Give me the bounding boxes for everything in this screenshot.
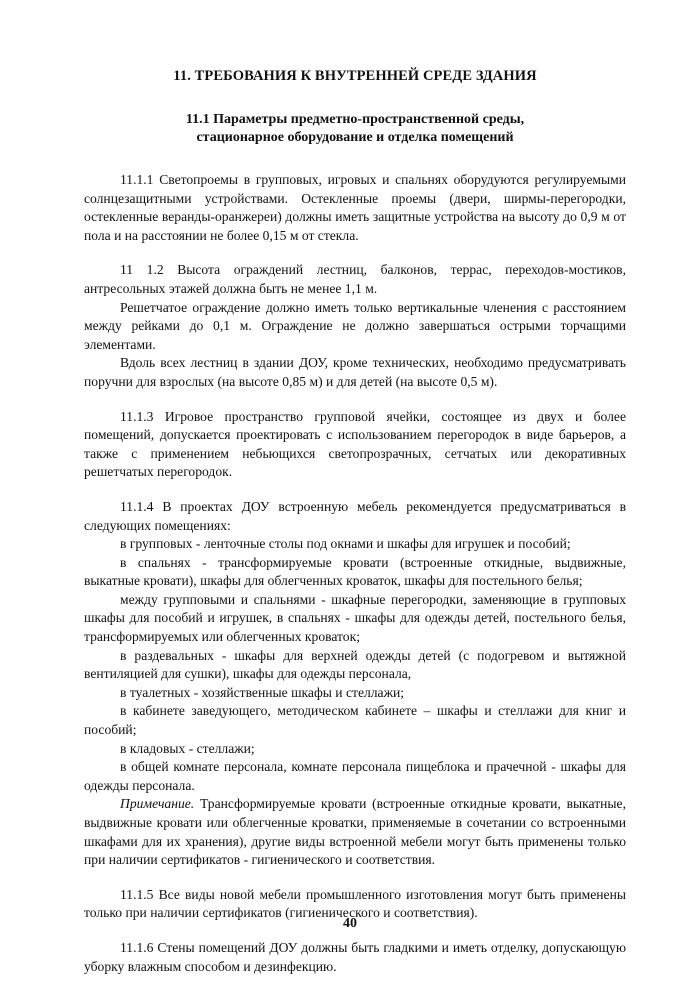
paragraph-11-1-4: 11.1.4 В проектах ДОУ встроенную мебель рекомендуется предусматриваться в следующих помещениях: — [84, 498, 626, 533]
paragraph-11-1-1: 11.1.1 Светопроемы в групповых, игровых и спальнях оборудуются регулируемыми солнцезащитными устройствами. Остекленные проемы (двери, ширмы-перегородки, остекленные веранды-оранжереи) должны иметь защитные устройства на высоту до 0,9 м от пола и на расстоянии не более 0,15 м от стекла. — [84, 172, 626, 243]
note-label: Примечание. — [120, 796, 195, 812]
section-title: 11. ТРЕБОВАНИЯ К ВНУТРЕННЕЙ СРЕДЕ ЗДАНИЯ — [173, 68, 537, 84]
subsection-title-line-2: стационарное оборудование и отделка помещений — [196, 130, 514, 145]
paragraph-11-1-6: 11.1.6 Стены помещений ДОУ должны быть гладкими и иметь отделку, допускающую уборку влажным способом и дезинфекцию. — [84, 939, 626, 974]
page-number: 40 — [343, 916, 357, 931]
list-item-bedrooms: в спальнях - трансформируемые кровати (встроенные откидные, выдвижные, выкатные кровати), шкафы для облегченных кроваток, шкафы для постельного белья; — [84, 554, 626, 589]
list-item-storage: в кладовых - стеллажи; — [120, 740, 255, 756]
paragraph-11-1-2: 11 1.2 Высота ограждений лестниц, балконов, террас, переходов-мостиков, антресольных этажей должна быть не менее 1,1 м. — [84, 262, 626, 296]
note-paragraph — [84, 795, 626, 869]
paragraph-handrails: Вдоль всех лестниц в здании ДОУ, кроме технических, необходимо предусматривать поручни для взрослых (на высоте 0,85 м) и для детей (на высоте 0,5 м). — [84, 355, 626, 389]
subsection-title-line-1: 11.1 Параметры предметно-пространственной среды, — [185, 112, 525, 127]
list-item-toilets: в туалетных - хозяйственные шкафы и стеллажи; — [120, 684, 405, 700]
paragraph-11-1-5: 11.1.5 Все виды новой мебели промышленного изготовления могут быть применены только при наличии сертификатов (гигиенического и соответствия). — [84, 886, 626, 921]
list-item-cloakrooms: в раздевальных - шкафы для верхней одежды детей (с подогревом и вытяжной вентиляцией для сушки), шкафы для одежды персонала, — [84, 647, 626, 682]
subsection-title — [84, 111, 626, 147]
list-item-staff-rooms: в общей комнате персонала, комнате персонала пищеблока и прачечной - шкафы для одежды персонала. — [84, 759, 626, 793]
list-item-offices: в кабинете заведующего, методическом кабинете – шкафы и стеллажи для книг и пособий; — [84, 703, 626, 738]
list-item-partitions: между групповыми и спальнями - шкафные перегородки, заменяющие в групповых шкафы для пособий и игрушек, в спальнях - шкафы для одежды детей, постельного белья, трансформируемых или облегченных кроваток; — [84, 591, 626, 645]
paragraph-railing: Решетчатое ограждение должно иметь только вертикальные членения с расстоянием между рейками до 0,1 м. Ограждение не должно завершаться острыми торчащими элементами. — [84, 299, 626, 352]
list-item-group-rooms: в групповых - ленточные столы под окнами и шкафы для игрушек и пособий; — [120, 536, 571, 552]
paragraph-11-1-3: 11.1.3 Игровое пространство групповой ячейки, состоящее из двух и более помещений, допускается проектировать с использованием перегородок в виде барьеров, а также с применением небьющихся светопрозрачных, сетчатых или декоративных решетчатых перегородок. — [84, 408, 626, 480]
note-text: Трансформируемые кровати (встроенные откидные кровати, выкатные, выдвижные кровати или облегченные кроватки, применяемые в сочетании со встроенными шкафами для их хранения), другие виды встроенной мебели могут быть применены только при наличии сертификатов - гигиенического и соответствия. — [84, 796, 626, 868]
